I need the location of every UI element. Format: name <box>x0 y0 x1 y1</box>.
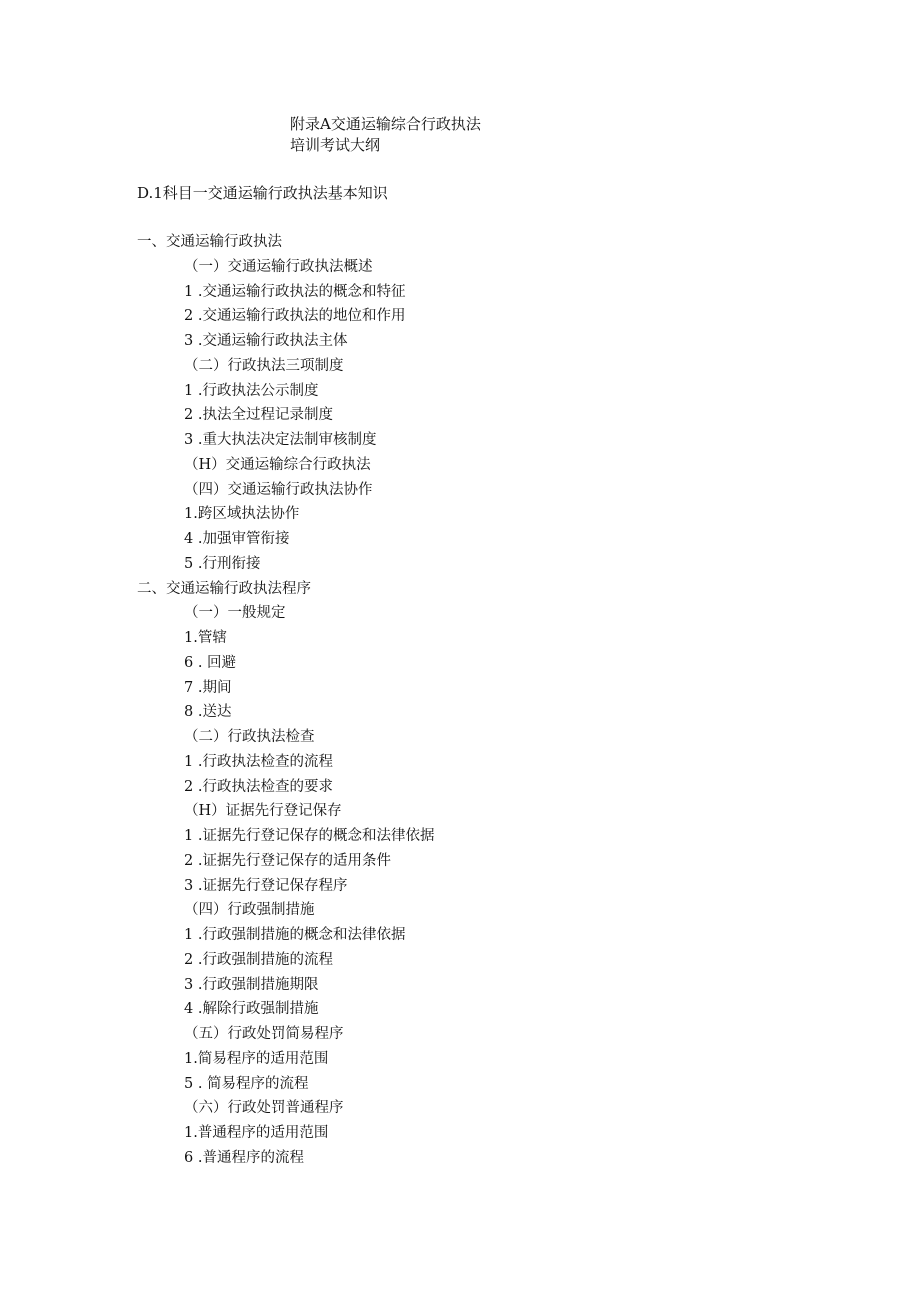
subsection-heading: （五）行政处罚简易程序 <box>184 1026 344 1042</box>
list-item: 3 .重大执法决定法制审核制度 <box>184 432 377 448</box>
list-item: 6 . 回避 <box>184 654 237 671</box>
document-title <box>290 114 481 156</box>
list-item: 7 .期间 <box>184 679 232 696</box>
list-item: 1.简易程序的适用范围 <box>184 1050 329 1067</box>
list-item: 2 .行政强制措施的流程 <box>184 951 333 968</box>
list-item: 1.管辖 <box>184 630 227 646</box>
list-item: 2 .交通运输行政执法的地位和作用 <box>184 308 406 325</box>
list-item: 4 .解除行政强制措施 <box>184 1001 319 1018</box>
list-item: 5 .行刑衔接 <box>184 555 261 572</box>
list-item: 1 .交通运输行政执法的概念和特征 <box>184 283 406 300</box>
subject-heading: D.1科目一交通运输行政执法基本知识 <box>137 184 388 202</box>
list-item: 4 .加强审管衔接 <box>184 531 290 547</box>
subsection-heading: （一）交通运输行政执法概述 <box>184 258 373 275</box>
outline-list <box>0 230 920 1171</box>
subsection-heading: （H）证据先行登记保存 <box>184 803 342 820</box>
list-item: 3 .行政强制措施期限 <box>184 976 319 993</box>
subsection-heading: （六）行政处罚普通程序 <box>184 1100 344 1117</box>
subsection-heading: （二）行政执法检查 <box>184 729 315 745</box>
list-item: 3 .交通运输行政执法主体 <box>184 333 348 349</box>
list-item: 8 .送达 <box>184 704 232 721</box>
list-item: 3 .证据先行登记保存程序 <box>184 877 348 894</box>
section-heading: 一、交通运输行政执法 <box>137 234 282 250</box>
list-item: 2 .证据先行登记保存的适用条件 <box>184 852 391 869</box>
subsection-heading: （H）交通运输综合行政执法 <box>184 456 371 473</box>
list-item: 1 .证据先行登记保存的概念和法律依据 <box>184 828 435 844</box>
subsection-heading: （四）交通运输行政执法协作 <box>184 481 373 498</box>
title-line-1: 附录A交通运输综合行政执法 <box>290 115 481 133</box>
list-item: 1 .行政执法公示制度 <box>184 382 319 399</box>
list-item: 6 .普通程序的流程 <box>184 1149 304 1166</box>
list-item: 1.跨区域执法协作 <box>184 506 300 523</box>
subsection-heading: （一）一般规定 <box>184 605 286 622</box>
list-item: 5 . 简易程序的流程 <box>184 1075 309 1092</box>
subsection-heading: （二）行政执法三项制度 <box>184 357 344 374</box>
list-item: 1 .行政执法检查的流程 <box>184 753 333 770</box>
list-item: 1.普通程序的适用范围 <box>184 1125 329 1141</box>
list-item: 2 .执法全过程记录制度 <box>184 407 333 424</box>
subsection-heading: （四）行政强制措施 <box>184 902 315 919</box>
list-item: 2 .行政执法检查的要求 <box>184 778 333 795</box>
section-heading: 二、交通运输行政执法程序 <box>137 580 311 597</box>
title-line-2: 培训考试大纲 <box>290 136 381 154</box>
list-item: 1 .行政强制措施的概念和法律依据 <box>184 927 406 943</box>
